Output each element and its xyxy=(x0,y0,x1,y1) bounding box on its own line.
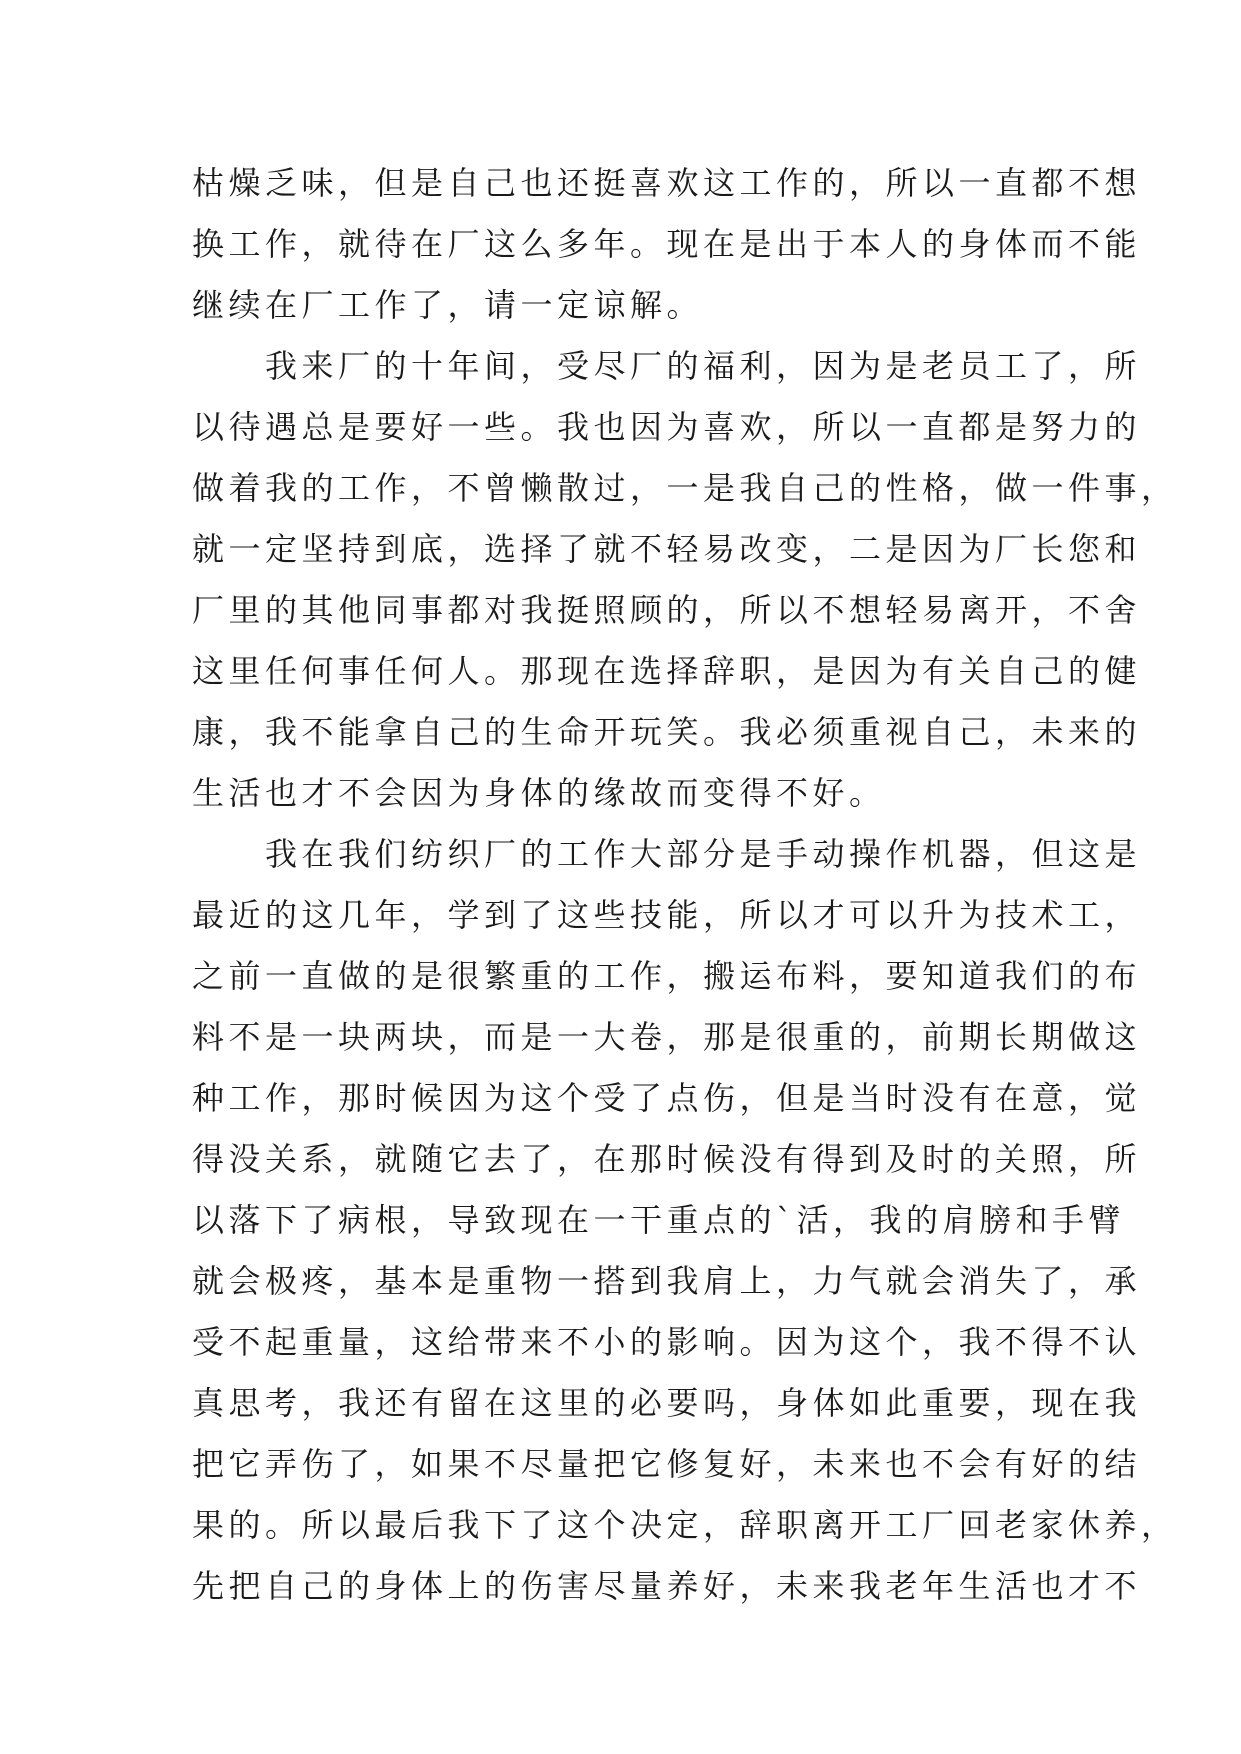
text-line: 以待遇总是要好一些。我也因为喜欢，所以一直都是努力的 xyxy=(192,408,1142,446)
text-line: 枯燥乏味，但是自己也还挺喜欢这工作的，所以一直都不想 xyxy=(192,164,1142,202)
text-line: 就会极疼，基本是重物一搭到我肩上，力气就会消失了，承 xyxy=(192,1262,1142,1300)
text-line: 这里任何事任何人。那现在选择辞职，是因为有关自己的健 xyxy=(192,652,1142,690)
text-line: 就一定坚持到底，选择了就不轻易改变，二是因为厂长您和 xyxy=(192,530,1142,568)
text-line: 生活也才不会因为身体的缘故而变得不好。 xyxy=(192,774,886,812)
text-line: 我来厂的十年间，受尽厂的福利，因为是老员工了，所 xyxy=(192,347,1142,385)
text-line: 以落下了病根，导致现在一干重点的`活，我的肩膀和手臂 xyxy=(192,1201,1126,1239)
text-line: 最近的这几年，学到了这些技能，所以才可以升为技术工， xyxy=(192,896,1142,934)
text-line: 厂里的其他同事都对我挺照顾的，所以不想轻易离开，不舍 xyxy=(192,591,1142,629)
text-line: 果的。所以最后我下了这个决定，辞职离开工厂回老家休养， xyxy=(192,1506,1178,1544)
text-line: 料不是一块两块，而是一大卷，那是很重的，前期长期做这 xyxy=(192,1018,1142,1056)
text-line: 换工作，就待在厂这么多年。现在是出于本人的身体而不能 xyxy=(192,225,1142,263)
text-line: 种工作，那时候因为这个受了点伤，但是当时没有在意，觉 xyxy=(192,1079,1142,1117)
text-line: 把它弄伤了，如果不尽量把它修复好，未来也不会有好的结 xyxy=(192,1445,1142,1483)
text-line: 我在我们纺织厂的工作大部分是手动操作机器，但这是 xyxy=(192,835,1142,873)
text-line: 先把自己的身体上的伤害尽量养好，未来我老年生活也才不 xyxy=(192,1567,1142,1605)
text-line: 之前一直做的是很繁重的工作，搬运布料，要知道我们的布 xyxy=(192,957,1142,995)
text-line: 真思考，我还有留在这里的必要吗，身体如此重要，现在我 xyxy=(192,1384,1142,1422)
text-line: 做着我的工作，不曾懒散过，一是我自己的性格，做一件事， xyxy=(192,469,1178,507)
text-line: 康，我不能拿自己的生命开玩笑。我必须重视自己，未来的 xyxy=(192,713,1142,751)
text-line: 继续在厂工作了，请一定谅解。 xyxy=(192,286,704,324)
body-text xyxy=(192,153,1178,1617)
text-line: 得没关系，就随它去了，在那时候没有得到及时的关照，所 xyxy=(192,1140,1142,1178)
text-line: 受不起重量，这给带来不小的影响。因为这个，我不得不认 xyxy=(192,1323,1142,1361)
